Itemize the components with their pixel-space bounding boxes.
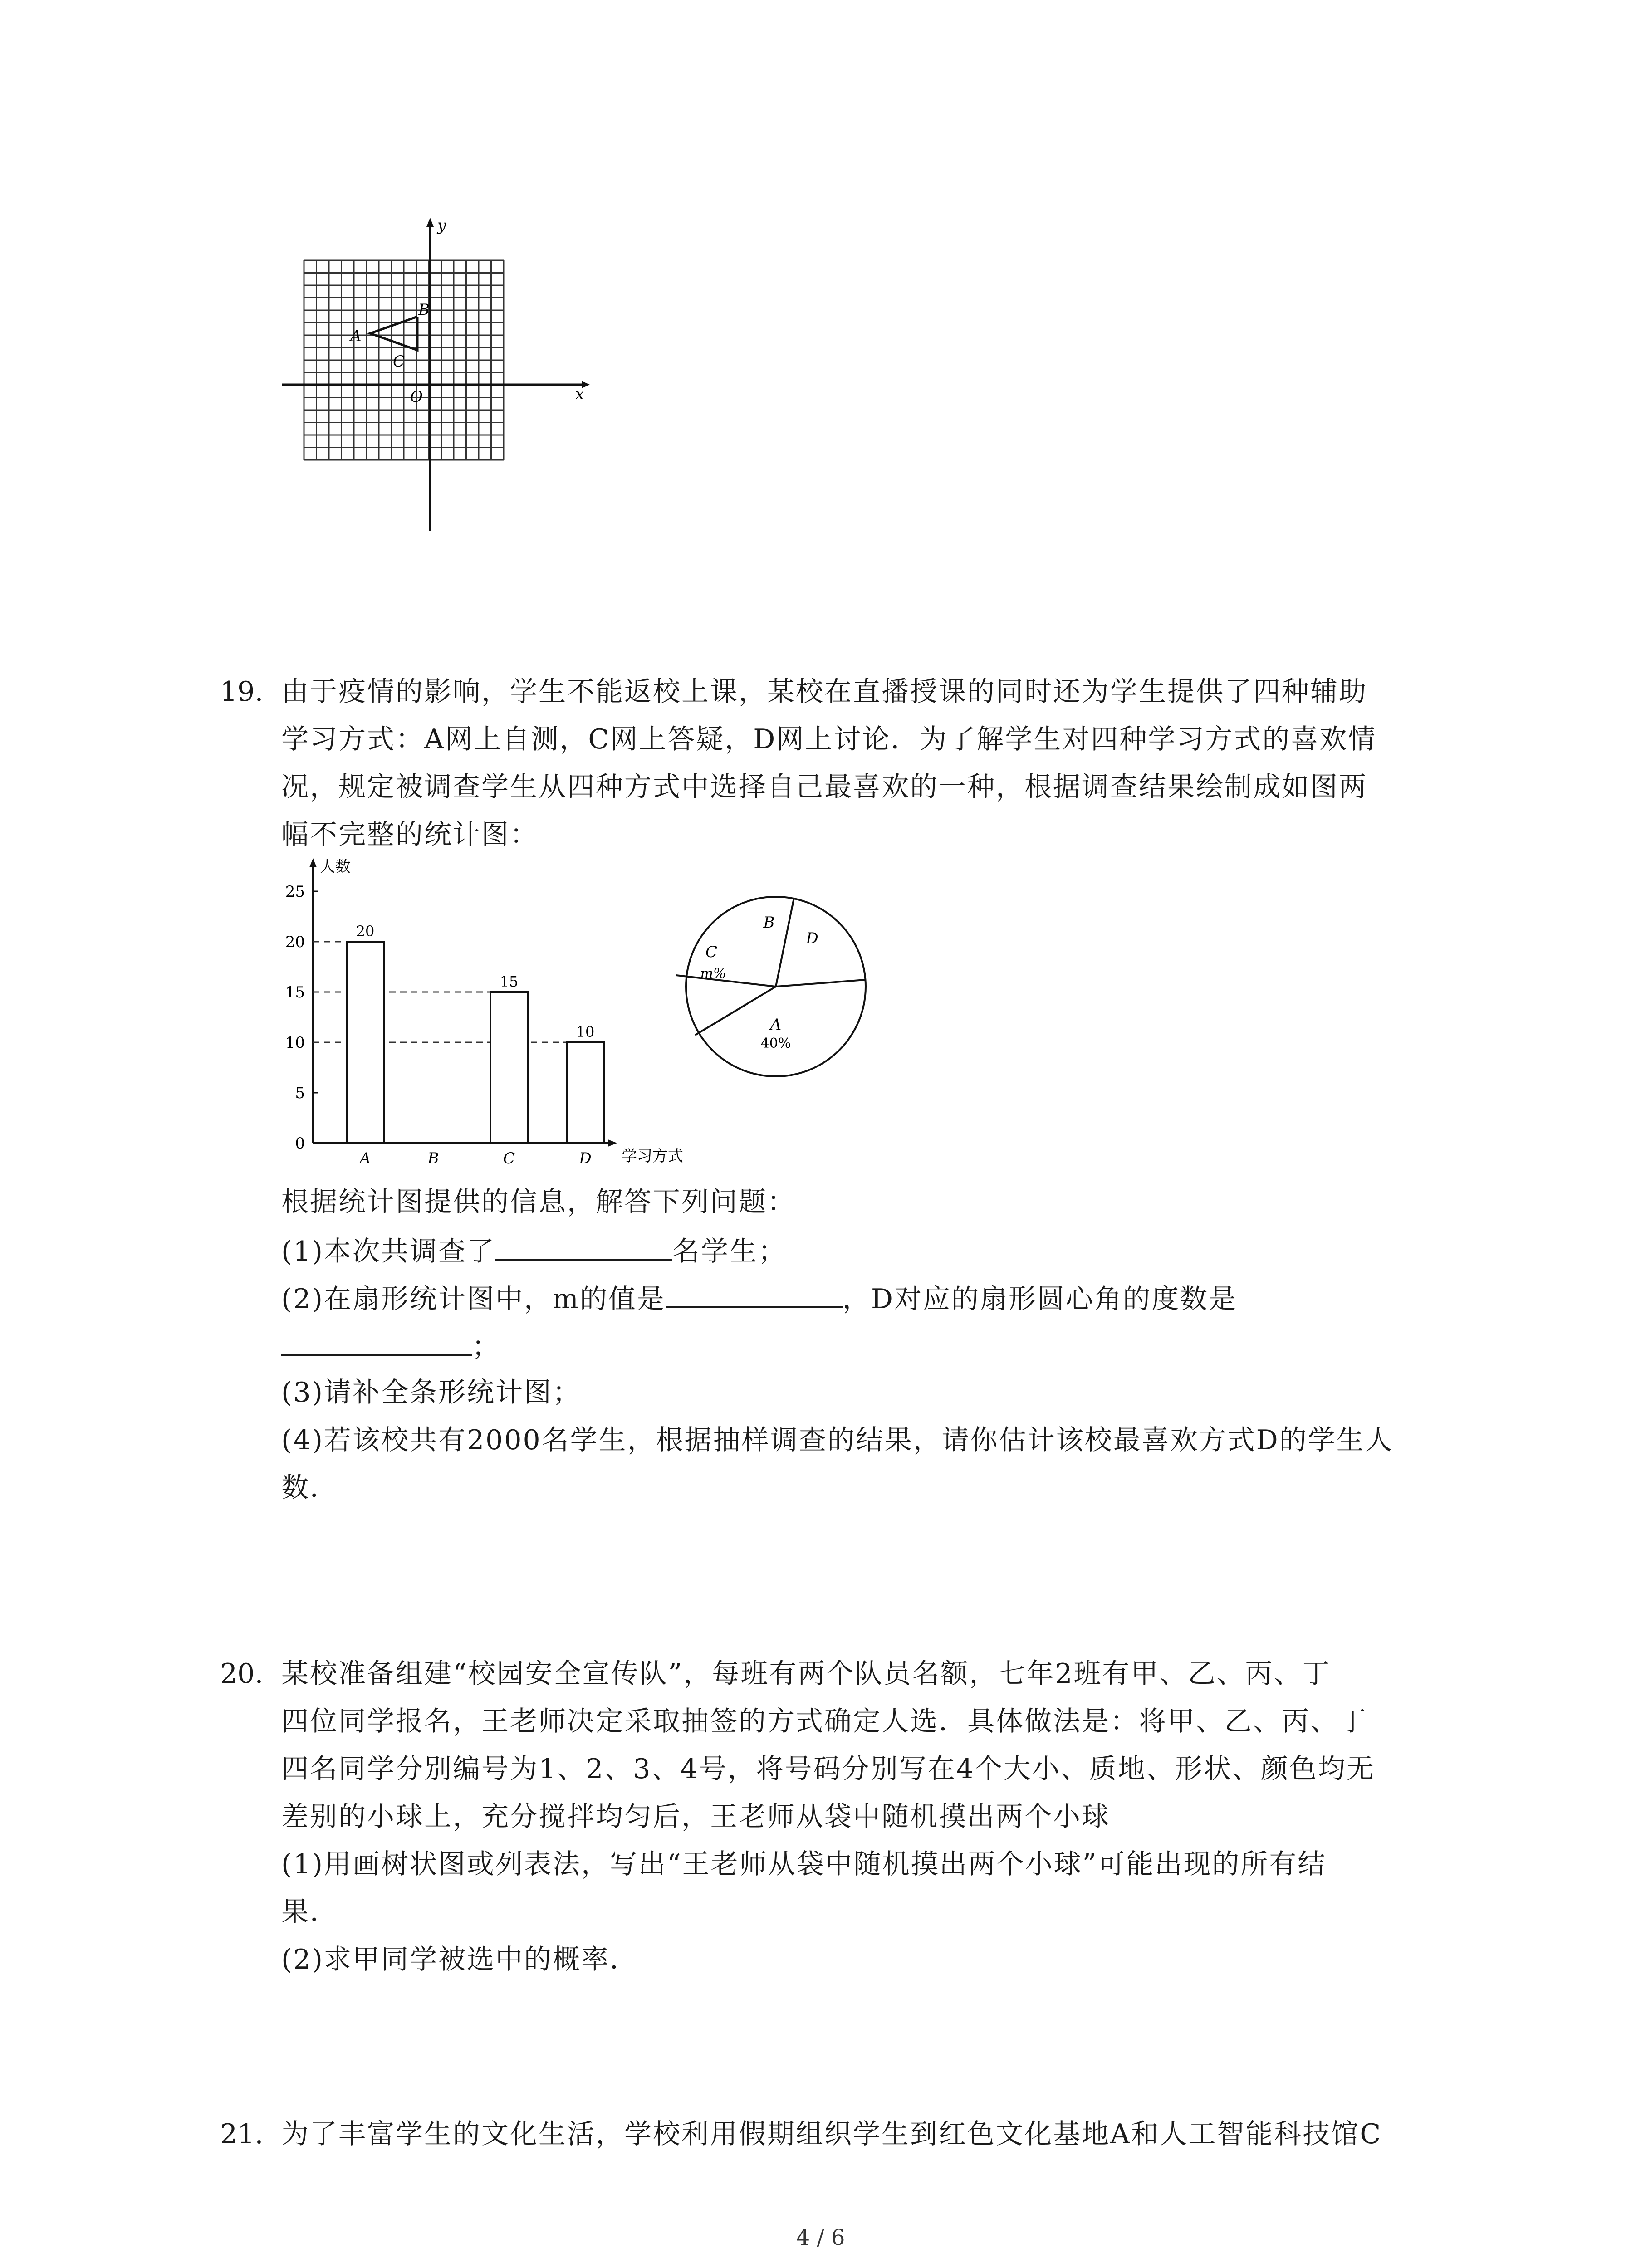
q19-sub4-line-1: (4)若该校共有2000名学生，根据抽样调查的结果，请你估计该校最喜欢方式D的学生人 (281, 1424, 1394, 1456)
q19-sub1-text-b: 名学生； (672, 1236, 787, 1267)
bar-value-label-A: 20 (356, 923, 375, 940)
bar-y-label: 人数 (320, 858, 351, 876)
bar-A (347, 942, 384, 1143)
q19-sub2-text-c: ； (472, 1331, 500, 1363)
q20-line-4: 差别的小球上，充分搅拌均匀后，王老师从袋中随机摸出两个小球 (281, 1801, 1110, 1833)
pie-percent-C: m% (700, 966, 726, 982)
page-number: 4 / 6 (796, 2225, 845, 2250)
bar-y-arrow (309, 858, 317, 867)
origin-label: O (410, 388, 423, 406)
bar-category-label-C: C (503, 1149, 515, 1168)
q19-line-2: 学习方式：A网上自测，C网上答疑，D网上讨论．为了解学生对四种学习方式的喜欢情 (281, 723, 1377, 755)
pie-label-A: A (770, 1016, 782, 1034)
bar-y-tick-label: 10 (285, 1034, 305, 1052)
q19-sub2-m-blank[interactable] (666, 1275, 843, 1308)
pie-chart (676, 889, 876, 1089)
bar-y-tick-label: 15 (285, 983, 305, 1002)
bar-y-tick-label: 20 (285, 933, 305, 951)
bar-x-arrow (608, 1139, 617, 1147)
q20-line-3: 四名同学分别编号为1、2、3、4号，将号码分别写在4个大小、质地、形状、颜色均无 (281, 1753, 1375, 1785)
q20-line-6: 果． (281, 1896, 338, 1928)
pie-label-B: B (763, 914, 775, 932)
q19-number: 19. (220, 676, 264, 708)
bar-category-label-A: A (359, 1149, 371, 1168)
q19-line-3: 况，规定被调查学生从四种方式中选择自己最喜欢的一种，根据调查结果绘制成如图两 (281, 771, 1367, 803)
q19-sub2-text-b: ，D对应的扇形圆心角的度数是 (842, 1283, 1237, 1315)
q19-intro: 根据统计图提供的信息，解答下列问题： (281, 1186, 796, 1218)
q20-line-2: 四位同学报名，王老师决定采取抽签的方式确定人选．具体做法是：将甲、乙、丙、丁 (281, 1706, 1367, 1737)
x-axis-label: x (575, 385, 584, 403)
q19-sub2 (281, 1275, 1237, 1322)
q19-sub4-line-2: 数． (281, 1472, 338, 1504)
q20-line-1: 某校准备组建“校园安全宣传队”，每班有两个队员名额，七年2班有甲、乙、丙、丁 (281, 1658, 1331, 1690)
q19-line-1: 由于疫情的影响，学生不能返校上课，某校在直播授课的同时还为学生提供了四种辅助 (281, 676, 1367, 708)
point-b-label: B (418, 301, 430, 319)
bar-y-tick-label: 0 (295, 1134, 305, 1153)
q19-sub3: (3)请补全条形统计图； (281, 1377, 581, 1408)
q19-sub1-text-a: (1)本次共调查了 (281, 1236, 495, 1267)
q19-sub2-angle-blank[interactable] (281, 1322, 472, 1356)
bar-y-tick-label: 25 (285, 883, 305, 901)
bar-value-label-C: 15 (500, 973, 519, 990)
y-axis-label: y (437, 216, 446, 235)
q19-sub2-cont (281, 1322, 500, 1369)
bar-y-tick-label: 5 (295, 1084, 305, 1102)
bar-C (490, 992, 528, 1143)
q19-line-4: 幅不完整的统计图： (281, 819, 539, 850)
q21-line-1: 为了丰富学生的文化生活，学校利用假期组织学生到红色文化基地A和人工智能科技馆C (281, 2118, 1382, 2150)
bar-D (567, 1042, 604, 1143)
bar-chart (263, 853, 717, 1179)
y-axis-arrow (426, 218, 434, 227)
pie-label-D: D (806, 929, 818, 948)
q19-sub1-answer-blank[interactable] (495, 1227, 672, 1261)
triangle-abc (370, 317, 417, 350)
bar-category-label-B: B (427, 1149, 439, 1168)
q19-sub2-text-a: (2)在扇形统计图中，m的值是 (281, 1283, 666, 1315)
q20-line-5: (1)用画树状图或列表法，写出“王老师从袋中随机摸出两个小球”可能出现的所有结 (281, 1848, 1327, 1880)
bar-category-label-D: D (579, 1149, 592, 1168)
pie-label-C: C (705, 943, 718, 961)
q20-line-7: (2)求甲同学被选中的概率． (281, 1944, 638, 1975)
bar-x-label: 学习方式 (622, 1147, 683, 1165)
coordinate-grid-figure (272, 213, 599, 540)
point-c-label: C (393, 352, 405, 371)
point-a-label: A (350, 327, 362, 345)
pie-percent-A: 40% (760, 1036, 791, 1051)
q20-number: 20. (220, 1658, 264, 1690)
bar-value-label-D: 10 (576, 1023, 595, 1041)
q19-sub1 (281, 1227, 787, 1274)
q21-number: 21. (220, 2118, 264, 2150)
